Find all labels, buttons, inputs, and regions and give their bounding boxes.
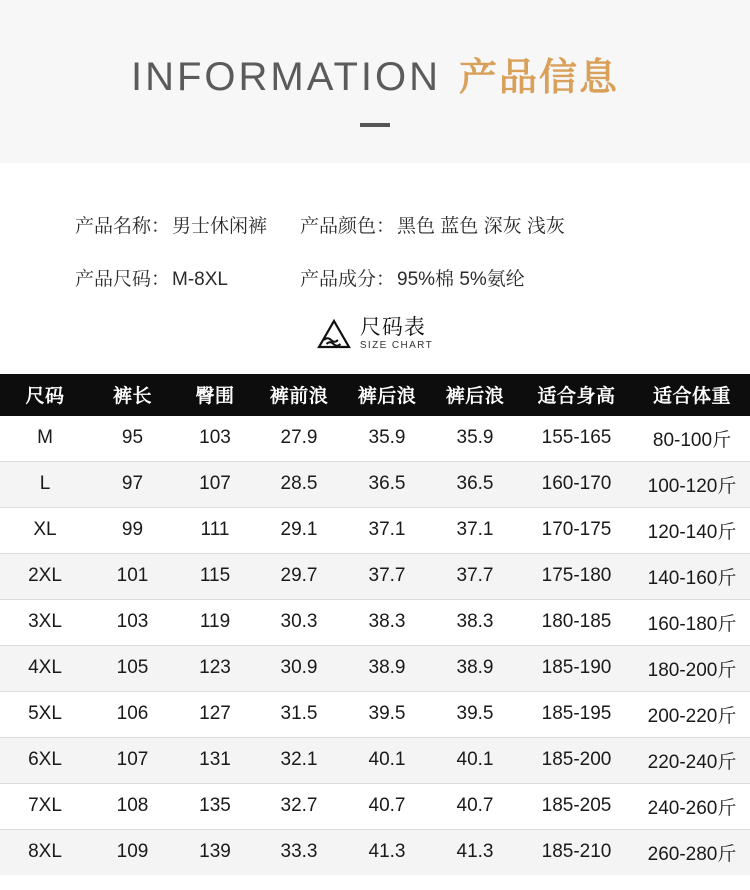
cell-weight: 140-160斤: [634, 553, 750, 599]
cell-length: 99: [90, 507, 175, 553]
cell-hip: 119: [175, 599, 255, 645]
cell-size: 2XL: [0, 553, 90, 599]
cell-height: 155-165: [519, 416, 634, 462]
spec-label: 产品名称：: [75, 216, 171, 237]
cell-weight: 120-140斤: [634, 507, 750, 553]
cell-back-rise-1: 41.3: [343, 829, 431, 875]
cell-weight: 80-100斤: [634, 416, 750, 462]
cell-front-rise: 29.1: [255, 507, 343, 553]
cell-back-rise-1: 38.9: [343, 645, 431, 691]
cell-front-rise: 30.9: [255, 645, 343, 691]
spec-value: 男士休闲裤: [172, 216, 268, 237]
cell-height: 185-190: [519, 645, 634, 691]
cell-weight: 180-200斤: [634, 645, 750, 691]
size-chart-heading-text: [360, 317, 433, 352]
title-underline: [360, 123, 390, 127]
column-header: 裤后浪: [343, 374, 431, 416]
cell-weight: 160-180斤: [634, 599, 750, 645]
cell-weight: 260-280斤: [634, 829, 750, 875]
cell-back-rise-2: 35.9: [431, 416, 519, 462]
cell-hip: 111: [175, 507, 255, 553]
table-row: [0, 416, 750, 462]
cell-size: 3XL: [0, 599, 90, 645]
spec-item-product-size: [0, 264, 295, 291]
spec-row: [0, 211, 750, 238]
cell-front-rise: 32.7: [255, 783, 343, 829]
spec-item-product-name: [0, 211, 295, 238]
size-chart-heading: [0, 317, 750, 352]
table-row: [0, 645, 750, 691]
cell-hip: 139: [175, 829, 255, 875]
table-row: [0, 691, 750, 737]
spec-value: 黑色 蓝色 深灰 浅灰: [397, 216, 565, 237]
spec-label: 产品颜色：: [300, 216, 396, 237]
spec-value: 95%棉 5%氨纶: [397, 269, 525, 290]
cell-back-rise-1: 39.5: [343, 691, 431, 737]
column-header: 裤长: [90, 374, 175, 416]
table-row: [0, 829, 750, 875]
cell-height: 160-170: [519, 461, 634, 507]
cell-height: 185-195: [519, 691, 634, 737]
table-row: [0, 599, 750, 645]
cell-length: 105: [90, 645, 175, 691]
title-chinese: 产品信息: [459, 57, 620, 99]
spec-item-product-color: [295, 211, 565, 238]
cell-size: 7XL: [0, 783, 90, 829]
cell-size: L: [0, 461, 90, 507]
cell-hip: 127: [175, 691, 255, 737]
spec-label: 产品尺码：: [75, 269, 171, 290]
cell-hip: 115: [175, 553, 255, 599]
cell-front-rise: 29.7: [255, 553, 343, 599]
column-header: 臀围: [175, 374, 255, 416]
cell-size: 6XL: [0, 737, 90, 783]
cell-size: 8XL: [0, 829, 90, 875]
cell-front-rise: 33.3: [255, 829, 343, 875]
cell-weight: 240-260斤: [634, 783, 750, 829]
cell-hip: 103: [175, 416, 255, 462]
cell-back-rise-2: 38.3: [431, 599, 519, 645]
cell-length: 106: [90, 691, 175, 737]
column-header: 裤后浪: [431, 374, 519, 416]
table-row: [0, 737, 750, 783]
cell-back-rise-1: 37.7: [343, 553, 431, 599]
cell-back-rise-2: 40.1: [431, 737, 519, 783]
spec-row: [0, 264, 750, 291]
cell-weight: 100-120斤: [634, 461, 750, 507]
cell-back-rise-1: 38.3: [343, 599, 431, 645]
cell-length: 109: [90, 829, 175, 875]
spec-label: 产品成分：: [300, 269, 396, 290]
size-chart-table: [0, 374, 750, 875]
cell-front-rise: 28.5: [255, 461, 343, 507]
column-header: 适合身高: [519, 374, 634, 416]
cell-length: 107: [90, 737, 175, 783]
cell-height: 170-175: [519, 507, 634, 553]
cell-hip: 123: [175, 645, 255, 691]
table-row: [0, 507, 750, 553]
cell-height: 185-200: [519, 737, 634, 783]
cell-back-rise-2: 36.5: [431, 461, 519, 507]
cell-back-rise-2: 39.5: [431, 691, 519, 737]
cell-back-rise-2: 37.1: [431, 507, 519, 553]
product-spec-list: [0, 163, 750, 291]
table-row: [0, 783, 750, 829]
cell-length: 108: [90, 783, 175, 829]
size-chart-icon: [317, 318, 351, 350]
cell-height: 185-205: [519, 783, 634, 829]
cell-back-rise-1: 40.1: [343, 737, 431, 783]
cell-length: 97: [90, 461, 175, 507]
table-row: [0, 461, 750, 507]
column-header: 适合体重: [634, 374, 750, 416]
cell-back-rise-2: 37.7: [431, 553, 519, 599]
page-title: [131, 46, 619, 101]
cell-back-rise-2: 41.3: [431, 829, 519, 875]
cell-back-rise-1: 35.9: [343, 416, 431, 462]
cell-size: 4XL: [0, 645, 90, 691]
table-header-row: [0, 374, 750, 416]
column-header: 尺码: [0, 374, 90, 416]
cell-height: 185-210: [519, 829, 634, 875]
cell-height: 175-180: [519, 553, 634, 599]
cell-hip: 135: [175, 783, 255, 829]
cell-front-rise: 30.3: [255, 599, 343, 645]
table-body: [0, 416, 750, 875]
cell-height: 180-185: [519, 599, 634, 645]
cell-length: 101: [90, 553, 175, 599]
cell-size: 5XL: [0, 691, 90, 737]
cell-hip: 131: [175, 737, 255, 783]
cell-front-rise: 27.9: [255, 416, 343, 462]
cell-length: 95: [90, 416, 175, 462]
table-row: [0, 553, 750, 599]
cell-weight: 200-220斤: [634, 691, 750, 737]
spec-value: M-8XL: [172, 269, 228, 290]
cell-back-rise-2: 40.7: [431, 783, 519, 829]
table-header: [0, 374, 750, 416]
size-chart-title-en: SIZE CHART: [359, 340, 434, 352]
cell-back-rise-1: 37.1: [343, 507, 431, 553]
cell-size: M: [0, 416, 90, 462]
page-header: [0, 0, 750, 163]
cell-back-rise-1: 36.5: [343, 461, 431, 507]
cell-hip: 107: [175, 461, 255, 507]
size-chart-title-cn: 尺码表: [359, 316, 426, 339]
cell-length: 103: [90, 599, 175, 645]
spec-item-product-material: [295, 264, 525, 291]
cell-front-rise: 31.5: [255, 691, 343, 737]
cell-front-rise: 32.1: [255, 737, 343, 783]
column-header: 裤前浪: [255, 374, 343, 416]
cell-weight: 220-240斤: [634, 737, 750, 783]
cell-size: XL: [0, 507, 90, 553]
title-english: INFORMATION: [130, 55, 441, 99]
cell-back-rise-2: 38.9: [431, 645, 519, 691]
cell-back-rise-1: 40.7: [343, 783, 431, 829]
